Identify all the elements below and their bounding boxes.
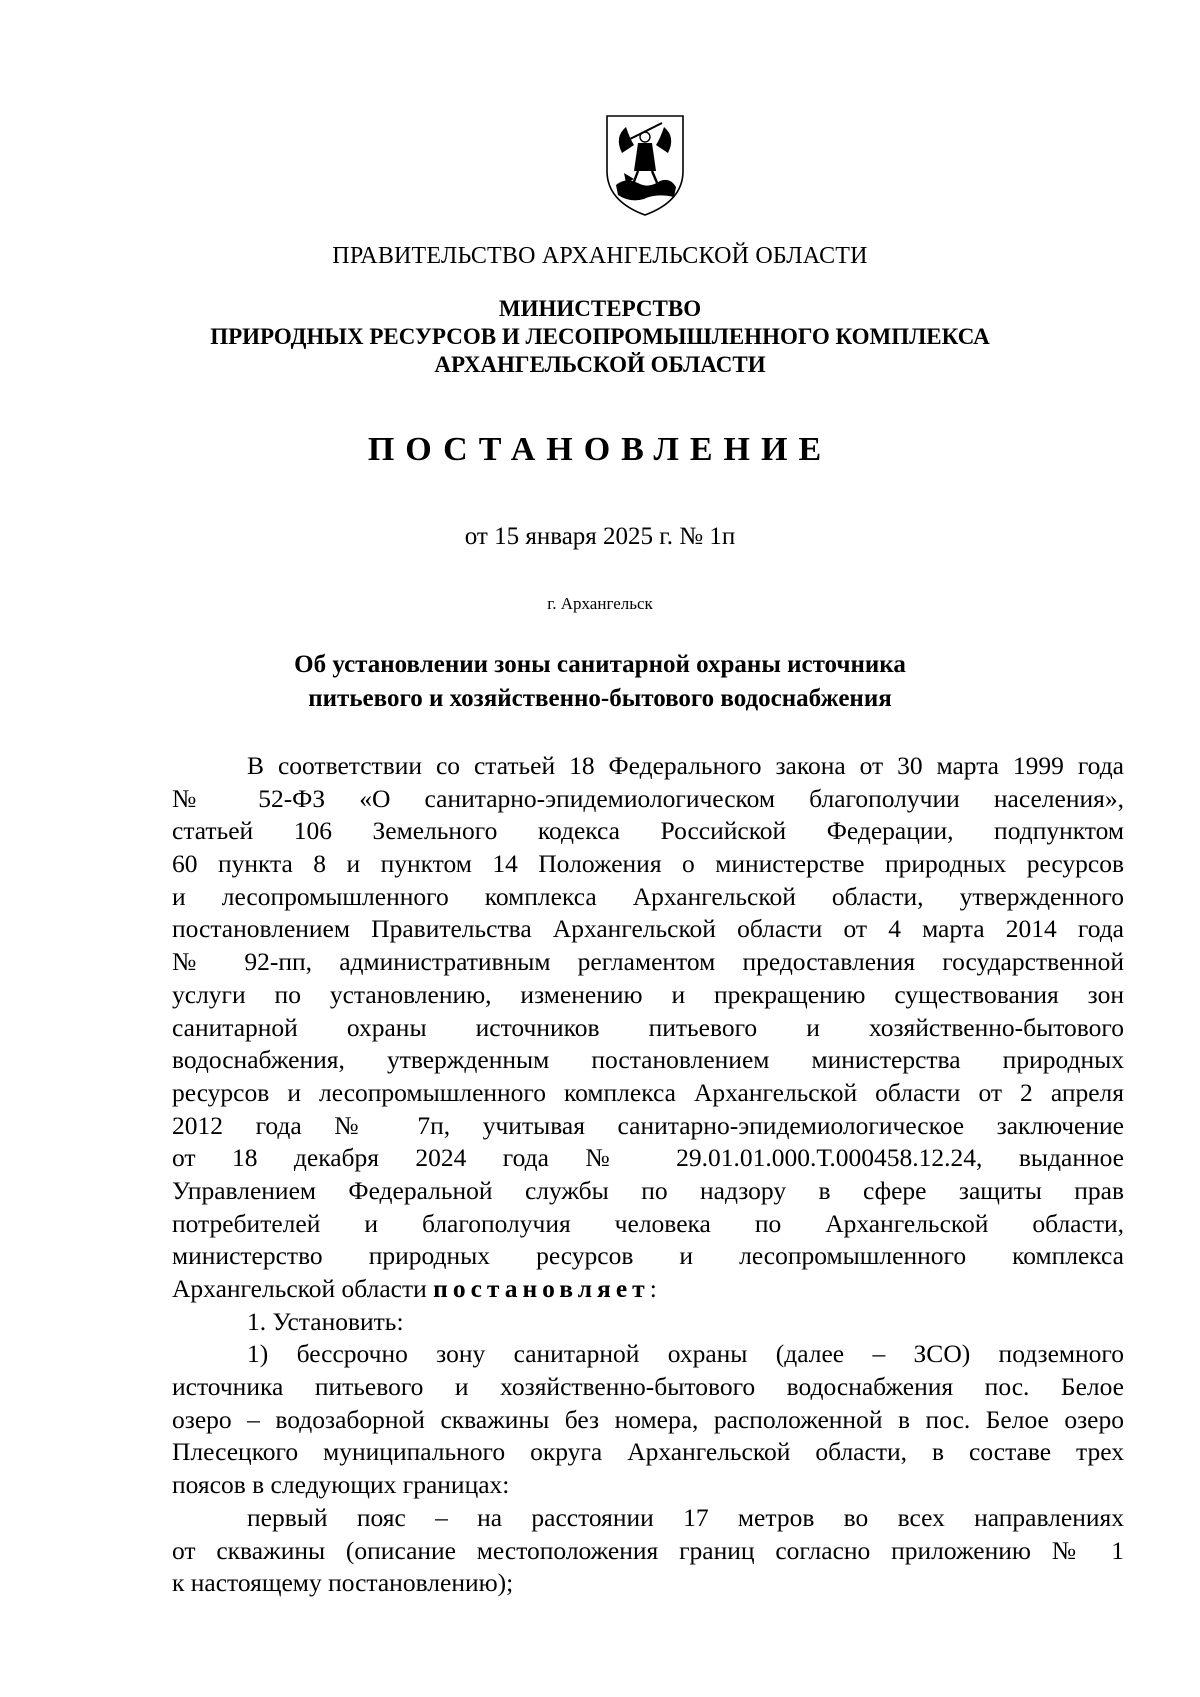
resolve-prefix: Архангельской области <box>172 1274 434 1303</box>
subitem-line: поясов в следующих границах: <box>172 1470 510 1500</box>
subject-line: Об установлении зоны санитарной охраны источника <box>294 651 906 678</box>
ministry-line: АРХАНГЕЛЬСКОЙ ОБЛАСТИ <box>434 352 766 377</box>
belt-line: от скважины (описание местоположения границ согласно приложению № 1 <box>172 1535 1124 1565</box>
resolve-word: постановляет <box>433 1274 650 1303</box>
item-1: 1. Установить: <box>247 1306 404 1336</box>
ministry-line: МИНИСТЕРСТВО <box>498 296 702 321</box>
body-line: санитарной охраны источников питьевого и хозяйственно-бытового <box>172 1012 1124 1042</box>
body-line: водоснабжения, утвержденным постановлением министерства природных <box>172 1045 1124 1075</box>
body-line: и лесопромышленного комплекса Архангельской области, утвержденного <box>172 881 1124 911</box>
city: г. Архангельск <box>547 594 653 613</box>
body-line: В соответствии со статьей 18 Федерального закона от 30 марта 1999 года <box>247 751 1124 780</box>
coat-of-arms-emblem <box>604 113 686 218</box>
ministry-line: ПРИРОДНЫХ РЕСУРСОВ И ЛЕСОПРОМЫШЛЕННОГО КОМПЛЕКСА <box>210 324 990 349</box>
body-line: от 18 декабря 2024 года № 29.01.01.000.Т.000458.12.24, выданное <box>172 1143 1124 1173</box>
belt-line: к настоящему постановлению); <box>172 1568 514 1598</box>
resolve-suffix: : <box>649 1274 657 1303</box>
subitem-line: 1) бессрочно зону санитарной охраны (далее – ЗСО) подземного <box>247 1339 1124 1369</box>
body-line: 60 пункта 8 и пунктом 14 Положения о министерстве природных ресурсов <box>172 849 1124 879</box>
document-type: ПОСТАНОВЛЕНИЕ <box>367 431 833 468</box>
subitem-line: озеро – водозаборной скважины без номера, расположенной в пос. Белое озеро <box>172 1404 1124 1434</box>
body-line: ресурсов и лесопромышленного комплекса Архангельской области от 2 апреля <box>172 1077 1124 1107</box>
body-text <box>172 750 1124 1600</box>
subitem-line: Плесецкого муниципального округа Архангельской области, в составе трех <box>172 1437 1124 1467</box>
body-line: потребителей и благополучия человека по Архангельской области, <box>172 1208 1124 1238</box>
belt-line: первый пояс – на расстоянии 17 метров во всех направлениях <box>247 1502 1124 1532</box>
resolve-line <box>172 1273 1124 1306</box>
body-line: статьей 106 Земельного кодекса Российской Федерации, подпунктом <box>172 816 1124 846</box>
subitem-line: источника питьевого и хозяйственно-бытового водоснабжения пос. Белое <box>172 1372 1124 1402</box>
body-line: 2012 года № 7п, учитывая санитарно-эпидемиологическое заключение <box>172 1110 1124 1140</box>
body-line: Управлением Федеральной службы по надзору в сфере защиты прав <box>172 1175 1124 1205</box>
ministry-name <box>0 295 1200 379</box>
body-line: постановлением Правительства Архангельской области от 4 марта 2014 года <box>172 914 1124 944</box>
body-line: № 52-ФЗ «О санитарно-эпидемиологическом благополучии населения», <box>172 783 1124 813</box>
body-line: № 92-пп, административным регламентом предоставления государственной <box>172 947 1124 977</box>
body-line: услуги по установлению, изменению и прекращению существования зон <box>172 979 1124 1009</box>
subject-line: питьевого и хозяйственно-бытового водоснабжения <box>308 685 892 712</box>
government-name: ПРАВИТЕЛЬСТВО АРХАНГЕЛЬСКОЙ ОБЛАСТИ <box>332 243 868 269</box>
body-line: министерство природных ресурсов и лесопромышленного комплекса <box>172 1241 1124 1271</box>
date-number: от 15 января 2025 г. № 1п <box>464 523 736 550</box>
document-subject <box>0 648 1200 716</box>
